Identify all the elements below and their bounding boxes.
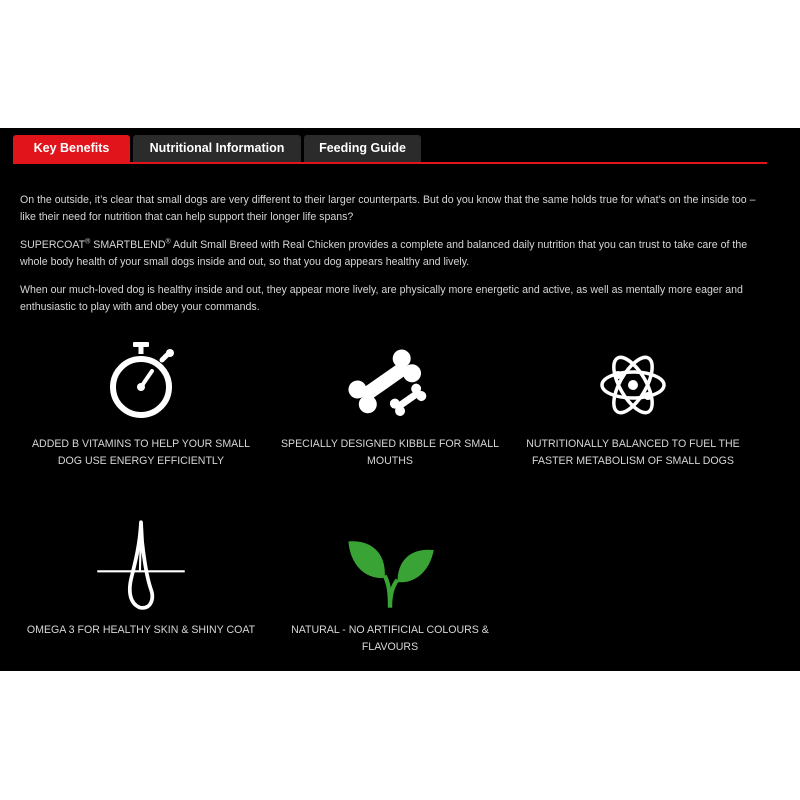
feature-kibble [270,338,510,467]
registered-mark: ® [165,238,171,246]
product-description: Adult Small Breed with Real Chicken provides a complete and balanced daily nutrition that you can trust to take care of the whole body health of your small dogs inside and out, so that you dog appears healthy and lively. [20,239,748,268]
tab-feeding-guide[interactable]: Feeding Guide [304,135,421,162]
tab-nutritional-information[interactable]: Nutritional Information [133,135,301,162]
leaf-sprout-icon [342,518,438,614]
product-details-panel [0,128,800,671]
tab-underline [13,162,767,164]
paragraph-benefits: When our much-loved dog is healthy inside and out, they appear more lively, are physically more energetic and active, as well as mentally more eager and enthusiastic to play with and obey your commands. [20,284,743,313]
benefits-description [20,192,760,327]
feature-caption: NATURAL - NO ARTIFICIAL COLOURS & FLAVOURS [291,624,489,653]
feature-b-vitamins [21,338,261,467]
atom-icon [588,338,678,428]
tab-bar [13,135,421,162]
sub-brand-name: SMARTBLEND [90,239,166,251]
paragraph-product [20,237,760,271]
stopwatch-icon [96,338,186,428]
hair-follicle-icon [93,518,189,614]
tab-key-benefits[interactable]: Key Benefits [13,135,130,162]
feature-natural [270,518,510,653]
feature-caption: ADDED B VITAMINS TO HELP YOUR SMALL DOG USE ENERGY EFFICIENTLY [31,438,251,467]
feature-caption: SPECIALLY DESIGNED KIBBLE FOR SMALL MOUTHS [280,438,500,467]
brand-name: SUPERCOAT [20,239,86,251]
paragraph-intro: On the outside, it’s clear that small dogs are very different to their larger counterparts. But do you know that the same holds true for what’s on the inside too – like their need for nutrition that can help support their longer life spans? [20,194,756,223]
feature-metabolism [513,338,753,467]
feature-omega-3 [21,518,261,636]
registered-mark: ® [85,238,91,246]
feature-caption: OMEGA 3 FOR HEALTHY SKIN & SHINY COAT [26,624,256,636]
bone-icon [345,338,435,428]
feature-caption: NUTRITIONALLY BALANCED TO FUEL THE FASTER METABOLISM OF SMALL DOGS [526,438,740,467]
